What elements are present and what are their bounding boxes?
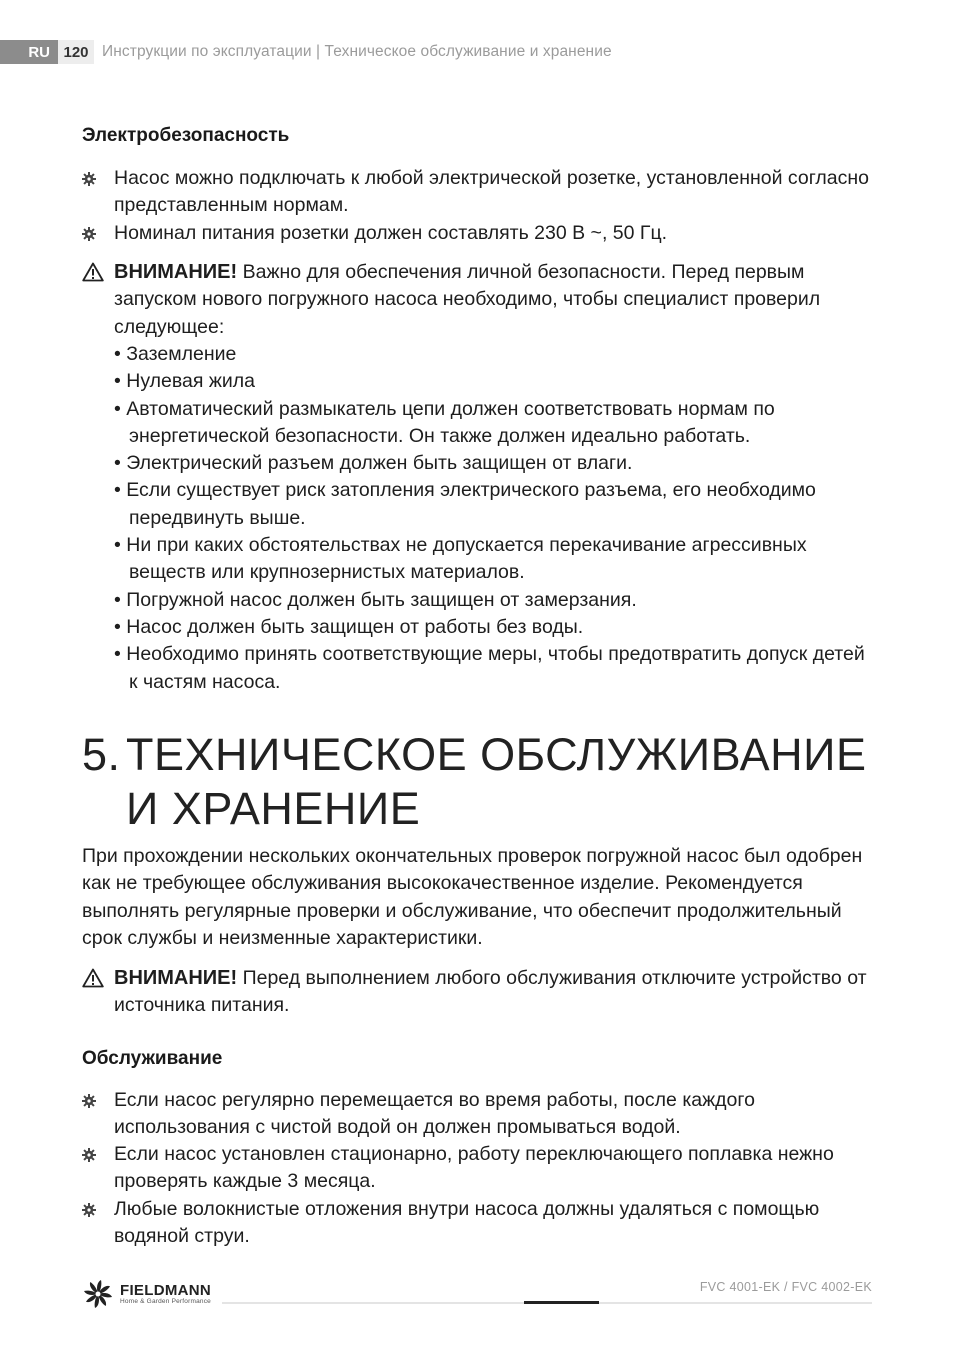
warning-block (82, 259, 872, 341)
list-item-text: Если насос установлен стационарно, работу переключающего поплавка нежно проверять каждые 3 месяца. (114, 1143, 834, 1193)
gear-bullet-icon (82, 1203, 96, 1217)
page-number: 120 (58, 40, 94, 64)
warning-label: ВНИМАНИЕ! (114, 261, 238, 283)
brand-tagline: Home & Garden Performance (120, 1297, 211, 1305)
list-item: • Погружной насос должен быть защищен от замерзания. (114, 588, 637, 611)
check-list (114, 341, 874, 696)
maintenance-heading: Обслуживание (82, 1048, 223, 1069)
brand-name: FIELDMANN (120, 1281, 212, 1299)
list-item-text: Номинал питания розетки должен составлять 230 В ~, 50 Гц. (114, 222, 668, 244)
section-title-line-1: ТЕХНИЧЕСКОЕ ОБСЛУЖИВАНИЕ (126, 729, 867, 780)
gear-bullet-icon (82, 172, 96, 186)
list-item (82, 220, 872, 247)
list-item: • Насос должен быть защищен от работы без воды. (114, 615, 584, 638)
warning-text: Перед выполнением любого обслуживания отключите устройство от источника питания. (114, 967, 867, 1017)
list-item-text: Если насос регулярно перемещается во время работы, после каждого использования с чистой водой он должен промываться водой. (114, 1089, 755, 1139)
gear-bullet-icon (82, 1094, 96, 1108)
list-item-text: Насос можно подключать к любой электрической розетке, установленной согласно представленным нормам. (114, 167, 869, 217)
list-item: • Необходимо принять соответствующие меры, чтобы предотвратить допуск детей к частям насоса. (114, 643, 865, 693)
list-item: • Если существует риск затопления электрического разъема, его необходимо передвинуть выше. (114, 479, 816, 529)
model-number: FVC 4001-EK / FVC 4002-EK (699, 1280, 872, 1294)
fan-logo-icon (82, 1278, 114, 1310)
warning-block (82, 965, 872, 1020)
language-badge: RU (0, 40, 58, 64)
footer-divider-accent (524, 1301, 599, 1304)
warning-icon (82, 968, 104, 988)
gear-bullet-icon (82, 1148, 96, 1162)
list-item: • Нулевая жила (114, 370, 255, 393)
list-item: • Ни при каких обстоятельствах не допускается перекачивание агрессивных веществ или крупнозернистых материалов. (114, 534, 807, 584)
list-item (82, 165, 872, 220)
gear-bullet-icon (82, 227, 96, 241)
electrical-safety-heading: Электробезопасность (82, 125, 290, 146)
warning-icon (82, 262, 104, 282)
page-header (0, 40, 612, 64)
list-item (82, 1141, 872, 1196)
header-title: Инструкции по эксплуатации | Техническое обслуживание и хранение (102, 43, 612, 60)
section-paragraph: При прохождении нескольких окончательных проверок погружной насос был одобрен как не требующее обслуживания высококачественное изделие. Рекомендуется выполнять регулярные проверки и обслуживание, что обеспечит продолжительный срок службы и неизменные характеристики. (82, 845, 863, 949)
warning-text: Важно для обеспечения личной безопасности. Перед первым запуском нового погружного насоса необходимо, чтобы специалист проверил следующее: (114, 261, 821, 338)
section-title (82, 728, 867, 836)
list-item: • Электрический разъем должен быть защищен от влаги. (114, 452, 633, 475)
list-item (82, 1087, 872, 1142)
warning-label: ВНИМАНИЕ! (114, 967, 238, 989)
list-item-text: Любые волокнистые отложения внутри насоса должны удаляться с помощью водяной струи. (114, 1198, 820, 1248)
list-item: • Заземление (114, 343, 237, 365)
section-title-line-2: И ХРАНЕНИЕ (126, 783, 421, 834)
list-item (82, 1196, 872, 1251)
brand-logo (82, 1278, 211, 1310)
section-number: 5. (82, 729, 121, 780)
list-item: • Автоматический размыкатель цепи должен соответствовать нормам по энергетической безопасности. Он также должен идеально работать. (114, 397, 775, 447)
